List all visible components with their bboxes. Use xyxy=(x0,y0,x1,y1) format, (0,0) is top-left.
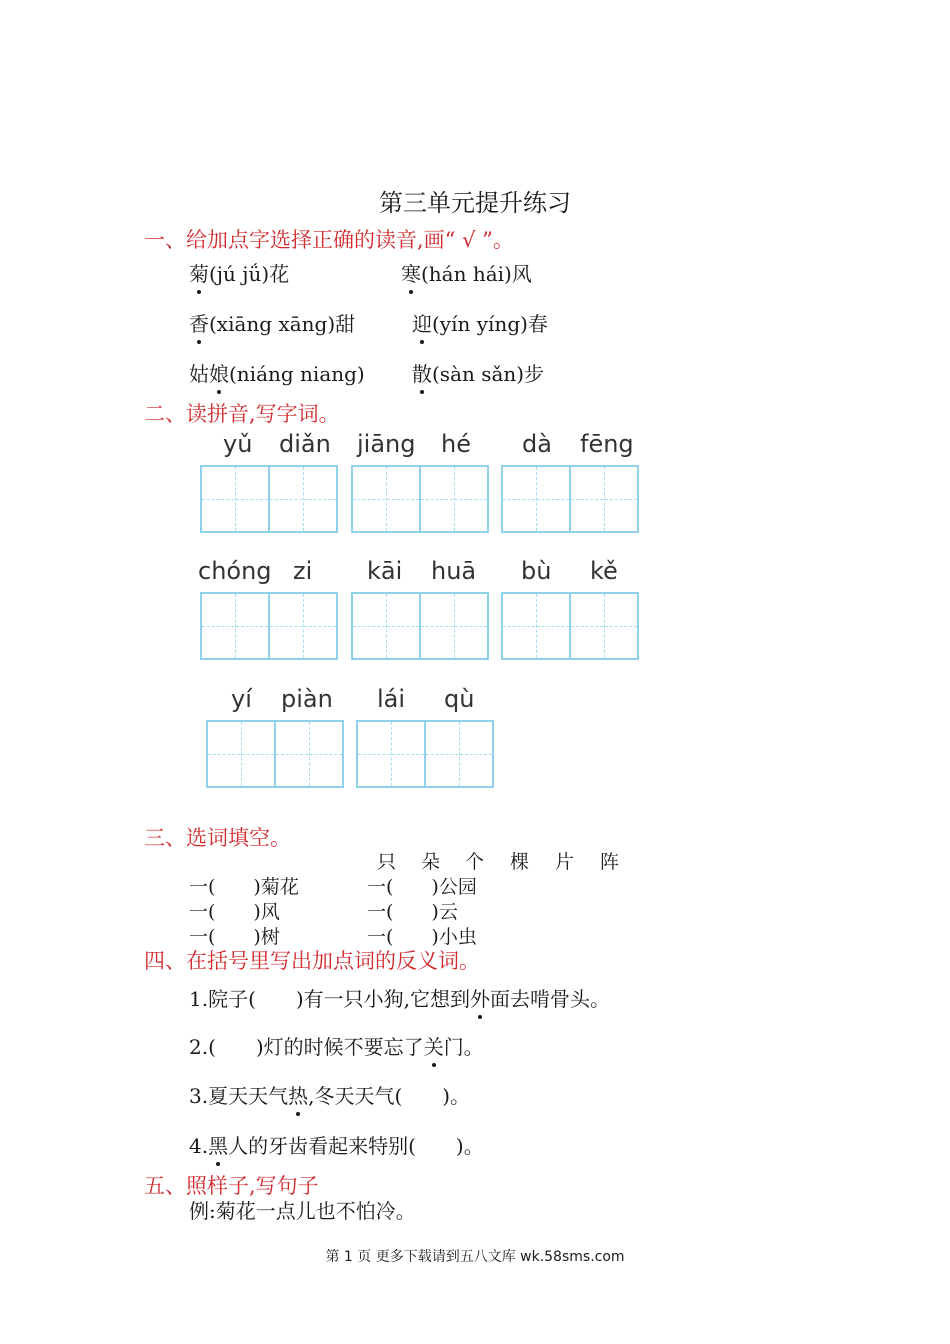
antonym-question-1: 1.院子( )有一只小狗,它想到外面去啃骨头。 xyxy=(189,983,610,1012)
writing-grid-laiqu[interactable] xyxy=(356,720,494,788)
pinyin-label: jiāng xyxy=(357,430,416,458)
antonym-question-4: 4.黑人的牙齿看起来特别( )。 xyxy=(189,1130,484,1159)
pinyin-label: fēng xyxy=(580,430,634,458)
pinyin-label: huā xyxy=(431,557,477,585)
writing-grid-dafeng[interactable] xyxy=(501,465,639,533)
page-title: 第三单元提升练习 xyxy=(379,189,571,217)
fill-blank-item: 一( )公园 xyxy=(367,876,477,898)
pinyin-choice-3: 香(xiāng xāng)甜 xyxy=(189,308,355,337)
pinyin-label: zi xyxy=(293,557,313,585)
pinyin-label: dà xyxy=(522,430,552,458)
fill-blank-item: 一( )小虫 xyxy=(367,926,477,948)
pinyin-label: lái xyxy=(377,685,406,713)
pinyin-label: yǔ xyxy=(223,430,253,458)
writing-grid-yudian[interactable] xyxy=(200,465,338,533)
pinyin-label: kāi xyxy=(367,557,403,585)
fill-blank-item: 一( )树 xyxy=(189,926,280,948)
pinyin-choice-4: 迎(yín yíng)春 xyxy=(412,308,548,337)
pinyin-label: bù xyxy=(521,557,552,585)
writing-grid-kaihua[interactable] xyxy=(351,592,489,660)
section-4-heading: 四、在括号里写出加点词的反义词。 xyxy=(144,949,480,973)
writing-grid-chongzi[interactable] xyxy=(200,592,338,660)
pinyin-label: hé xyxy=(441,430,471,458)
word-choice: 阵 xyxy=(600,851,620,873)
pinyin-choice-6: 散(sàn sǎn)步 xyxy=(412,358,544,387)
word-choice: 个 xyxy=(465,851,485,873)
section-5-heading: 五、照样子,写句子 xyxy=(144,1174,319,1198)
section-1-heading: 一、给加点字选择正确的读音,画“ √ ”。 xyxy=(144,228,514,252)
pinyin-choice-1: 菊(jú jǘ)花 xyxy=(189,258,289,287)
pinyin-label: kě xyxy=(590,557,618,585)
pinyin-label: piàn xyxy=(281,685,333,713)
page-footer: 第 1 页 更多下载请到五八文库 wk.58sms.com xyxy=(325,1249,625,1265)
antonym-question-2: 2.( )灯的时候不要忘了关门。 xyxy=(189,1031,484,1060)
word-choice: 棵 xyxy=(510,851,530,873)
word-choice: 片 xyxy=(555,851,575,873)
pinyin-choice-2: 寒(hán hái)风 xyxy=(401,258,532,287)
pinyin-label: chóng xyxy=(198,557,272,585)
pinyin-label: qù xyxy=(444,685,475,713)
pinyin-label: diǎn xyxy=(279,430,331,458)
pinyin-label: yí xyxy=(231,685,252,713)
section-2-heading: 二、读拼音,写字词。 xyxy=(144,402,340,426)
pinyin-choice-5: 姑娘(niáng niang) xyxy=(189,358,365,387)
writing-grid-jianghe[interactable] xyxy=(351,465,489,533)
word-choice: 只 xyxy=(377,851,397,873)
example-sentence: 例:菊花一点儿也不怕冷。 xyxy=(189,1199,416,1223)
writing-grid-yipian[interactable] xyxy=(206,720,344,788)
fill-blank-item: 一( )云 xyxy=(367,901,458,923)
antonym-question-3: 3.夏天天气热,冬天天气( )。 xyxy=(189,1080,470,1109)
section-3-heading: 三、选词填空。 xyxy=(144,826,291,850)
fill-blank-item: 一( )菊花 xyxy=(189,876,299,898)
writing-grid-buke[interactable] xyxy=(501,592,639,660)
word-choice: 朵 xyxy=(421,851,441,873)
fill-blank-item: 一( )风 xyxy=(189,901,280,923)
